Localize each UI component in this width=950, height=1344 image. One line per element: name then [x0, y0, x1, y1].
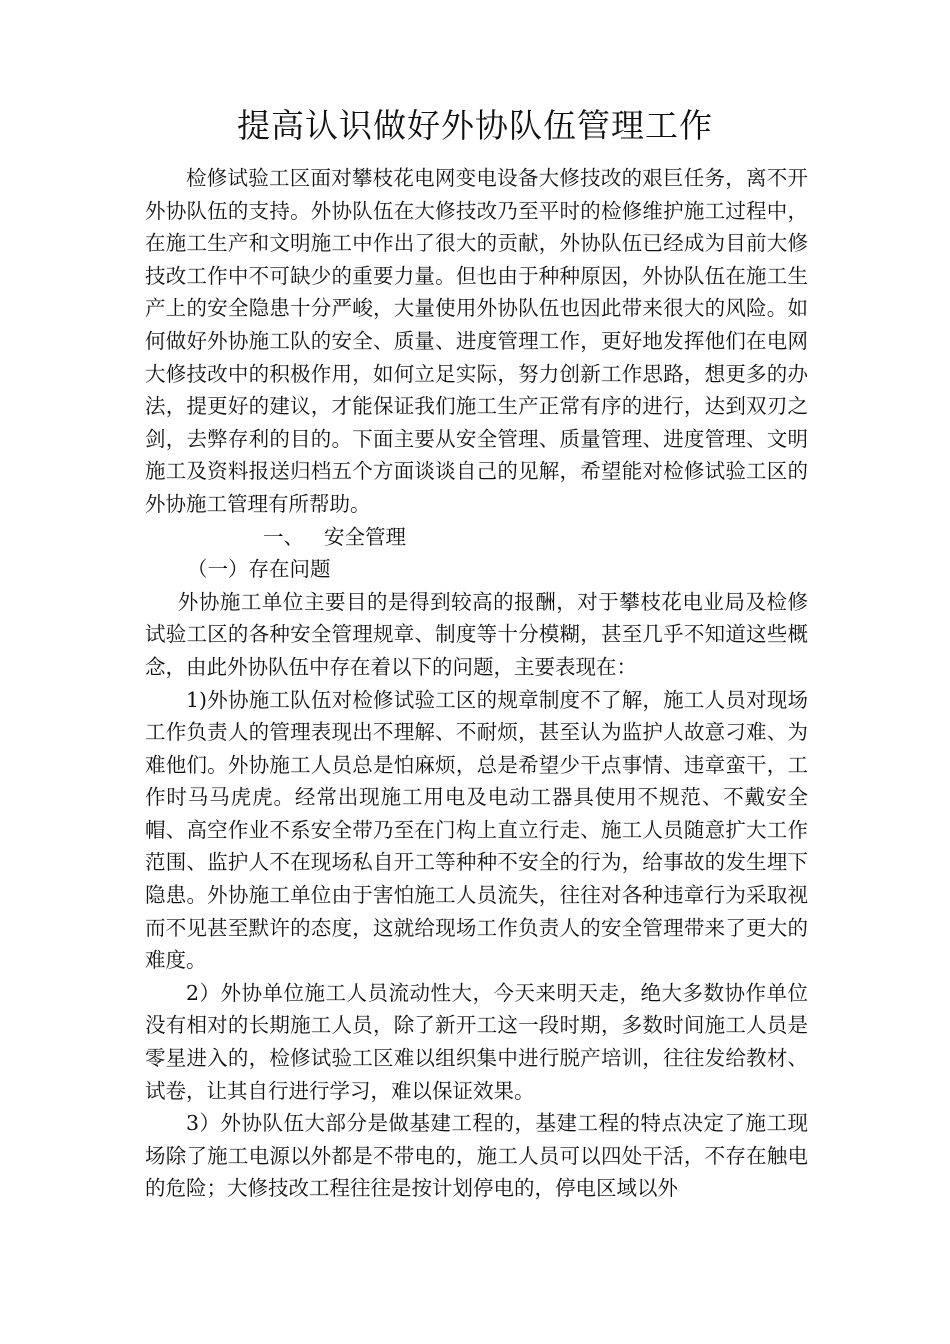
intro-paragraph: 检修试验工区面对攀枝花电网变电设备大修技改的艰巨任务，离不开外协队伍的支持。外协队伍在大修技改乃至平时的检修维护施工过程中，在施工生产和文明施工中作出了很大的贡献，外协队伍已经成为目前大修技改工作中不可缺少的重要力量。但也由于种种原因，外协队伍在施工生产上的安全隐患十分严峻，大量使用外协队伍也因此带来很大的风险。如何做好外协施工队的安全、质量、进度管理工作，更好地发挥他们在电网大修技改中的积极作用，如何立足实际，努力创新工作思路，想更多的办法，提更好的建议，才能保证我们施工生产正常有序的进行，达到双刃之剑，去弊存利的目的。下面主要从安全管理、质量管理、进度管理、文明施工及资料报送归档五个方面谈谈自己的见解，希望能对检修试验工区的外协施工管理有所帮助。: [145, 166, 808, 516]
document-title: 提高认识做好外协队伍管理工作: [237, 106, 713, 145]
section-number: 一、: [263, 524, 304, 549]
section-title: 安全管理: [324, 524, 406, 549]
document-body: [145, 162, 808, 1205]
subsection-heading: （一）存在问题: [187, 557, 331, 582]
list-item: 2）外协单位施工人员流动性大，今天来明天走，绝大多数协作单位没有相对的长期施工人员，除了新开工这一段时期，多数时间施工人员是零星进入的，检修试验工区难以组织集中进行脱产培训，往往发给教材、试卷，让其自行进行学习，难以保证效果。: [145, 980, 808, 1103]
list-item: 1)外协施工队伍对检修试验工区的规章制度不了解，施工人员对现场工作负责人的管理表现出不理解、不耐烦，甚至认为监护人故意刁难、为难他们。外协施工人员总是怕麻烦，总是希望少干点事情、违章蛮干，工作时马马虎虎。经常出现施工用电及电动工器具使用不规范、不戴安全帽、高空作业不系安全带乃至在门构上直立行走、施工人员随意扩大工作范围、监护人不在现场私自开工等种种不安全的行为，给事故的发生埋下隐患。外协施工单位由于害怕施工人员流失，往往对各种违章行为采取视而不见甚至默许的态度，这就给现场工作负责人的安全管理带来了更大的难度。: [145, 687, 808, 973]
section-heading: [145, 521, 808, 554]
subsection-intro-paragraph: 外协施工单位主要目的是得到较高的报酬，对于攀枝花电业局及检修试验工区的各种安全管理规章、制度等十分模糊，甚至几乎不知道这些概念，由此外协队伍中存在着以下的问题，主要表现在：: [145, 589, 808, 679]
list-item: 3）外协队伍大部分是做基建工程的，基建工程的特点决定了施工现场除了施工电源以外都是不带电的，施工人员可以四处干活，不存在触电的危险；大修技改工程往往是按计划停电的，停电区域以外: [145, 1111, 808, 1201]
